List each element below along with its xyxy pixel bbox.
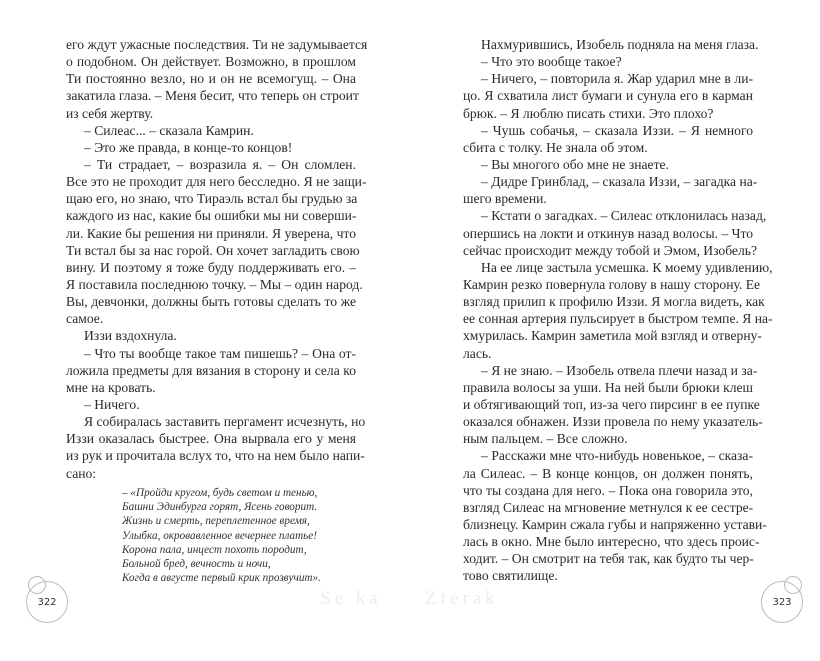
text-line: На ее лице застыла усмешка. К моему удивлению, <box>481 259 773 275</box>
text-line: – Кстати о загадках. – Силеас отклонилась назад, <box>481 208 767 224</box>
right-page-text <box>463 36 773 585</box>
text-line: ходит. – Он смотрит на тебя так, как будто ты чер- <box>463 551 754 567</box>
text-line: ее сонная артерия пульсирует в быстром темпе. Я на- <box>463 311 773 327</box>
text-line: Все это не проходит для него бесследно. Я не защи- <box>66 174 367 190</box>
page-number-left: 322 <box>26 581 68 623</box>
text-line: Камрин резко повернула голову в нашу сторону. Ее <box>463 276 761 292</box>
text-line: – Дидре Гринблад, – сказала Иззи, – загадка на- <box>481 174 758 190</box>
text-line: из рук и прочитала вслух то, что на нем было напи- <box>66 448 365 464</box>
watermark-part-2: Zterak <box>425 588 499 609</box>
text-line: – Это же правда, в конце-то концов! <box>84 139 293 155</box>
text-line: взгляд Силеас на мгновение метнулся к ее сестре- <box>463 499 754 515</box>
text-line: шего времени. <box>463 191 547 207</box>
text-line: ла Силеас. – В конце концов, он должен понять, <box>463 465 753 481</box>
text-line: – Чушь собачья, – сказала Иззи. – Я немного <box>481 122 753 138</box>
text-line: брюк. – Я люблю писать стихи. Это плохо? <box>463 105 714 121</box>
text-line: Вы, девчонки, должны быть готовы сделать то же <box>66 294 356 310</box>
text-line: его ждут ужасные последствия. Ти не задумывается <box>66 37 368 52</box>
left-page-text <box>66 36 368 482</box>
text-line: каждого из нас, какие бы ошибки мы ни соверши- <box>66 208 357 224</box>
poem-line: Когда в августе первый крик прозвучит». <box>122 572 321 585</box>
text-line: – Что это вообще такое? <box>481 54 622 70</box>
text-line: закатила глаза. – Меня бесит, что теперь он строит <box>66 88 359 104</box>
text-line: Ти постоянно везло, но и он не всемогущ. – Она <box>66 71 356 87</box>
text-line: опершись на локти и откинув назад волосы. – Что <box>463 225 754 241</box>
text-line: сбита с толку. Не знала об этом. <box>463 139 648 155</box>
text-line: – Ти страдает, – возразила я. – Он сломлен. <box>84 156 356 172</box>
text-line: самое. <box>66 311 104 327</box>
poem-line: Корона пала, инцест похоть породит, <box>122 543 307 556</box>
text-line: взгляд прилип к профилю Иззи. Я могла видеть, как <box>463 294 765 310</box>
poem-line: Улыбка, окровавленное вечернее платье! <box>122 529 317 542</box>
text-line: о подобном. Он действует. Возможно, в прошлом <box>66 54 356 70</box>
poem-line: – «Пройди кругом, будь светом и тенью, <box>122 487 318 499</box>
text-line: цо. Я схватила лист бумаги и сунула его в карман <box>463 88 753 104</box>
text-line: – Расскажи мне что-нибудь новенькое, – сказа- <box>481 448 753 464</box>
text-line: сейчас происходит между тобой и Эмом, Изобель? <box>463 242 757 258</box>
text-line: ложила предметы для вязания в сторону и села ко <box>66 362 356 378</box>
text-line: Нахмурившись, Изобель подняла на меня глаза. <box>481 37 759 52</box>
text-line: – Что ты вообще такое там пишешь? – Она от- <box>84 345 356 361</box>
text-line: – Ничего. <box>84 396 140 412</box>
text-line: Ти встал бы за нас горой. Он хочет загладить свою <box>66 242 360 258</box>
page-number-right: 323 <box>761 581 803 623</box>
text-line: ным пальцем. – Все сложно. <box>463 431 628 447</box>
poem-line: Башни Эдинбурга горят, Ясень говорит. <box>122 501 318 514</box>
text-line: близнецу. Камрин сжала губы и напряженно устави- <box>463 516 767 532</box>
text-line: мне на кровать. <box>66 379 156 395</box>
text-line: Я собиралась заставить пергамент исчезнуть, но <box>84 414 366 430</box>
watermark-part-1: Se ka <box>320 588 382 609</box>
text-line: правила волосы за уши. На ней были брюки клеш <box>463 379 753 395</box>
text-line: Иззи оказалась быстрее. Она вырвала его у меня <box>66 431 356 447</box>
poem-line: Жизнь и смерть, переплетенное время, <box>122 515 310 528</box>
poem-line: Больной бред, вечность и ночи, <box>122 557 271 570</box>
text-line: Я поставила последнюю точку. – Мы – один народ. <box>66 276 363 292</box>
text-line: тово святилище. <box>463 568 558 584</box>
text-line: хмурилась. Камрин заметила мой взгляд и отверну- <box>463 328 762 344</box>
text-line: Иззи вздохнула. <box>84 328 177 344</box>
text-line: оказался обнажен. Иззи провела по нему указатель- <box>463 414 763 430</box>
text-line: сано: <box>66 465 97 481</box>
text-line: что ты создана для него. – Пока она говорила это, <box>463 482 753 498</box>
text-line: – Ничего, – повторила я. Жар ударил мне в ли- <box>481 71 753 87</box>
text-line: – Силеас... – сказала Камрин. <box>84 122 254 138</box>
text-line: лась в окно. Мне было интересно, что здесь проис- <box>463 534 760 550</box>
text-line: – Вы многого обо мне не знаете. <box>481 156 669 172</box>
text-line: – Я не знаю. – Изобель отвела плечи назад и за- <box>481 362 758 378</box>
poem-block <box>122 486 321 585</box>
text-line: щаю его, но знаю, что Тираэль встал бы грудью за <box>66 191 358 207</box>
text-line: из себя жертву. <box>66 105 154 121</box>
text-line: лась. <box>463 345 492 361</box>
text-line: и обтягивающий топ, из-за чего пирсинг в ее пупке <box>463 396 760 412</box>
text-line: ли. Какие бы решения ни приняли. Я уверена, что <box>66 225 356 241</box>
text-line: вину. И поэтому я тоже буду поддерживать его. – <box>66 259 356 275</box>
